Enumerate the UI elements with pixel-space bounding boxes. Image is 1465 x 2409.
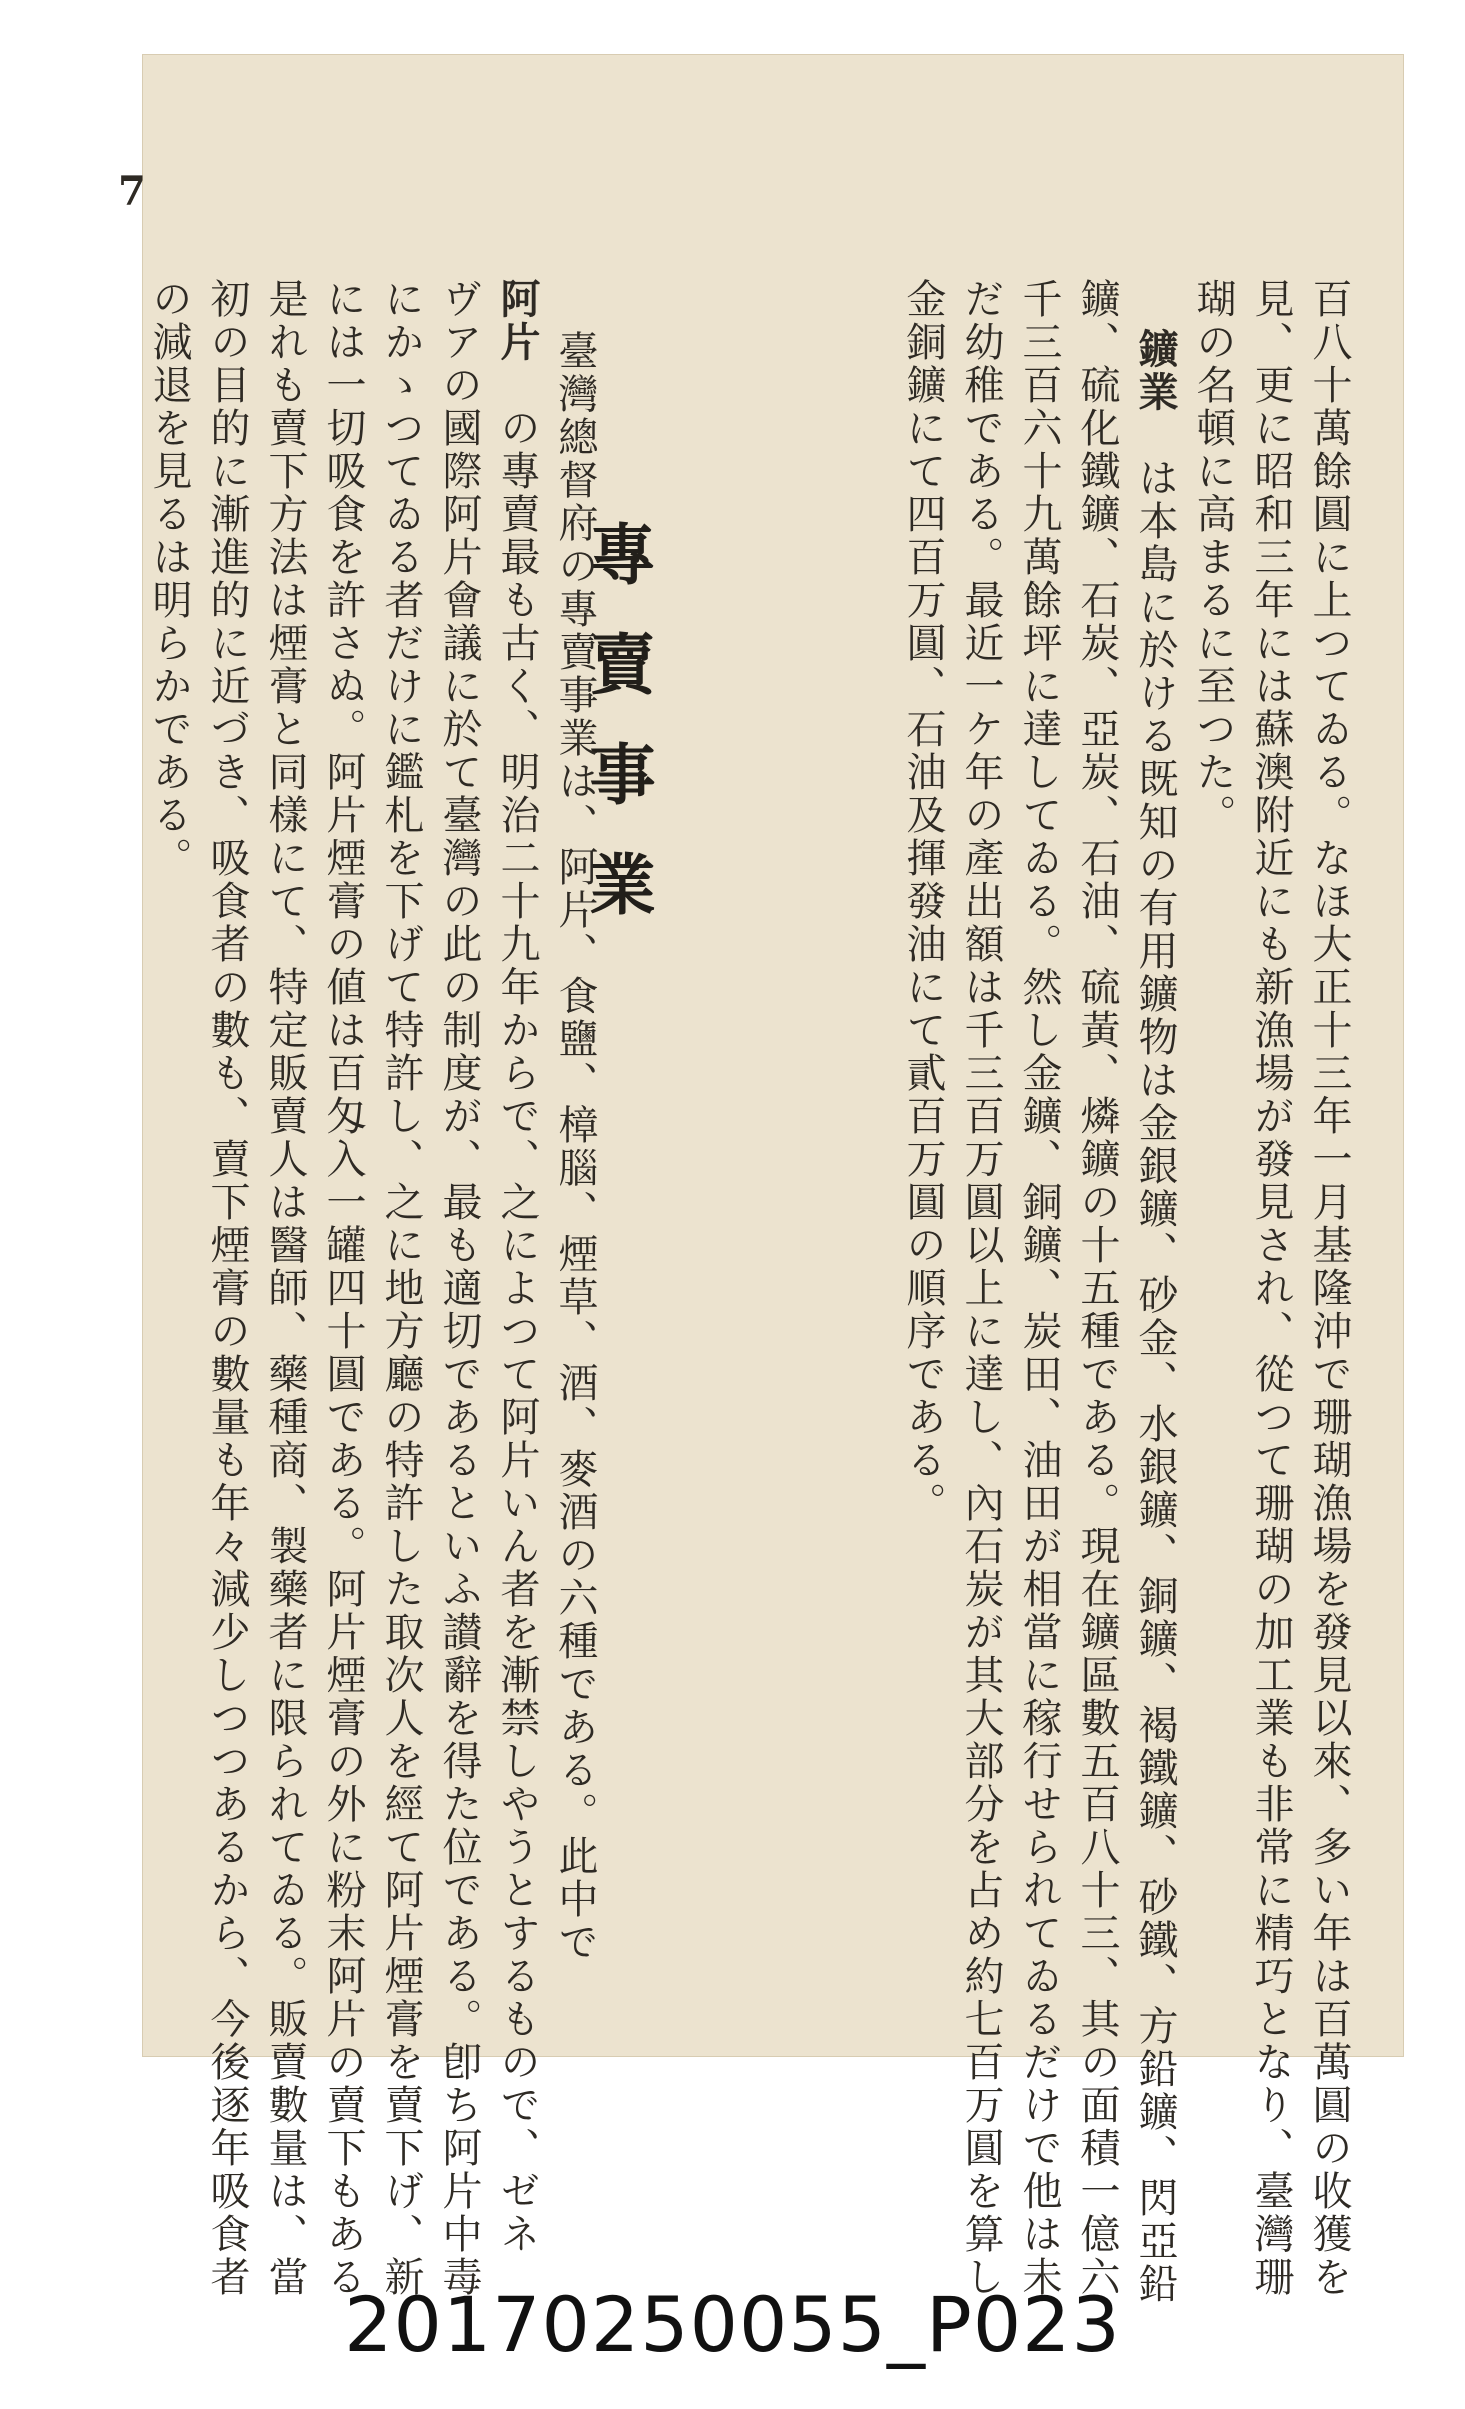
text-column: 臺灣總督府の專賣事業は、阿片、食鹽、樟腦、煙草、酒、麥酒の六種である。此中で	[552, 330, 598, 1964]
text-column: 千三百六十九萬餘坪に達してゐる。然し金鑛、銅鑛、炭田、油田が相當に稼行せられてゐるだけで他は未	[1016, 278, 1062, 2299]
section-label-mining: 鑛業	[1132, 328, 1179, 414]
opium-paragraph-start	[488, 278, 546, 2256]
text-column: 見、更に昭和三年には蘇澳附近にも新漁場が發見され、從つて珊瑚の加工業も非常に精巧となり、臺灣珊	[1248, 278, 1294, 2299]
text-column: の減退を見るは明らかである。	[146, 278, 192, 880]
text-column: 金銅鑛にて四百万圓、石油及揮發油にて貳百万圓の順序である。	[900, 278, 946, 1525]
section-heading: 專賣事業	[578, 520, 656, 960]
section-label-opium: 阿片	[494, 278, 541, 364]
text-column: 瑚の名頓に高まるに至つた。	[1190, 278, 1236, 837]
text-column: 初の目的に漸進的に近づき、吸食者の數も、賣下煙膏の數量も年々減少しつつあるから、今後逐年吸食者	[204, 278, 250, 2299]
page-number: 7	[118, 168, 146, 215]
text-column: には一切吸食を許さぬ。阿片煙膏の値は百匁入一罐四十圓である。阿片煙膏の外に粉末阿片の賣下もある	[320, 278, 366, 2299]
archive-caption: 20170250055_P023	[344, 2280, 1121, 2369]
text-run: の專賣最も古く、明治二十九年からで、之によつて阿片いん者を漸禁しやうとするもので、ゼネ	[494, 407, 540, 2256]
text-run: は本島に於ける既知の有用鑛物は金銀鑛、砂金、水銀鑛、銅鑛、褐鐵鑛、砂鐵、方鉛鑛、閃亞鉛	[1132, 457, 1178, 2306]
text-column: 是れも賣下方法は煙膏と同樣にて、特定販賣人は醫師、藥種商、製藥者に限られてゐる。販賣數量は、當	[262, 278, 308, 2299]
text-column: 百八十萬餘圓に上つてゐる。なほ大正十三年一月基隆沖で珊瑚漁場を發見以來、多い年は百萬圓の收獲を	[1306, 278, 1352, 2299]
mining-paragraph-start	[1126, 328, 1184, 2306]
text-column: にかゝつてゐる者だけに鑑札を下げて特許し、之に地方廳の特許した取次人を經て阿片煙膏を賣下げ、新	[378, 278, 424, 2299]
text-column: ヴアの國際阿片會議に於て臺灣の此の制度が、最も適切であるといふ讃辭を得た位である。卽ち阿片中毒	[436, 278, 482, 2299]
text-column: だ幼稚である。最近一ケ年の產出額は千三百万圓以上に達し、內石炭が其大部分を占め約七百万圓を算し	[958, 278, 1004, 2299]
text-column: 鑛、硫化鐵鑛、石炭、亞炭、石油、硫黃、燐鑛の十五種である。現在鑛區數五百八十三、其の面積一億六	[1074, 278, 1120, 2299]
